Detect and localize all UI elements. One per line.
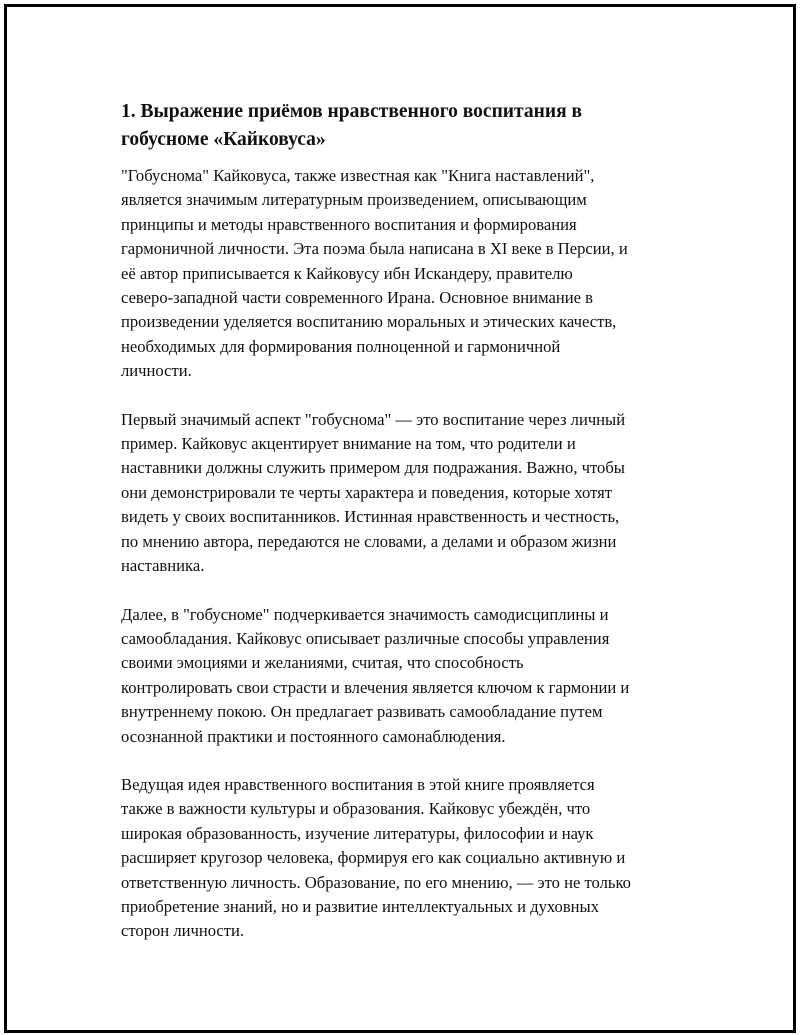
heading-line: гобусноме «Кайковуса» [121,129,326,150]
paragraph-3 [121,603,703,749]
text-line: расширяет кругозор человека, формируя его как социально активную и [121,848,626,868]
text-line: личности. [121,361,192,381]
document-body [121,97,703,968]
section-heading [121,97,703,154]
text-line: её автор приписывается к Кайковусу ибн Искандеру, правителю [121,263,573,283]
text-line: северо-западной части современного Ирана. Основное внимание в [121,288,593,308]
text-line: пример. Кайковус акцентирует внимание на том, что родители и [121,434,576,454]
text-line: гармоничной личности. Эта поэма была написана в XI веке в Персии, и [121,239,628,259]
text-line: также в важности культуры и образования. Кайковус убеждён, что [121,799,591,819]
text-line: они демонстрировали те черты характера и поведения, которые хотят [121,482,613,502]
text-line: своими эмоциями и желаниями, считая, что способность [121,653,524,673]
paragraph-2 [121,408,703,579]
paragraph-1 [121,164,703,384]
text-line: произведении уделяется воспитанию моральных и этических качеств, [121,312,617,332]
text-line: по мнению автора, передаются не словами, а делами и образом жизни [121,531,617,551]
text-line: Первый значимый аспект "гобуснома" — это воспитание через личный [121,409,626,429]
text-line: контролировать свои страсти и влечения является ключом к гармонии и [121,677,630,697]
text-line: "Гобуснома" Кайковуса, также известная как "Книга наставлений", [121,166,595,185]
text-line: видеть у своих воспитанников. Истинная нравственность и честность, [121,507,620,527]
text-line: необходимых для формирования полноценной и гармоничной [121,336,561,356]
heading-line: 1. Выражение приёмов нравственного воспитания в [121,101,583,122]
text-line: самообладания. Кайковус описывает различные способы управления [121,628,610,648]
text-line: осознанной практики и постоянного самонаблюдения. [121,726,506,746]
text-line: сторон личности. [121,921,245,941]
text-line: является значимым литературным произведением, описывающим [121,190,587,210]
text-line: ответственную личность. Образование, по его мнению, — это не только [121,872,631,892]
text-line: принципы и методы нравственного воспитания и формирования [121,214,577,234]
text-line: Далее, в "гобусноме" подчеркивается значимость самодисциплины и [121,604,609,624]
text-line: наставники должны служить примером для подражания. Важно, чтобы [121,458,625,478]
paragraph-4 [121,773,703,944]
text-line: наставника. [121,556,205,576]
text-line: Ведущая идея нравственного воспитания в этой книге проявляется [121,774,595,794]
page-frame [4,4,796,1033]
text-line: внутреннему покою. Он предлагает развивать самообладание путем [121,702,603,722]
text-line: приобретение знаний, но и развитие интеллектуальных и духовных [121,896,600,916]
text-line: широкая образованность, изучение литературы, философии и наук [121,823,594,843]
